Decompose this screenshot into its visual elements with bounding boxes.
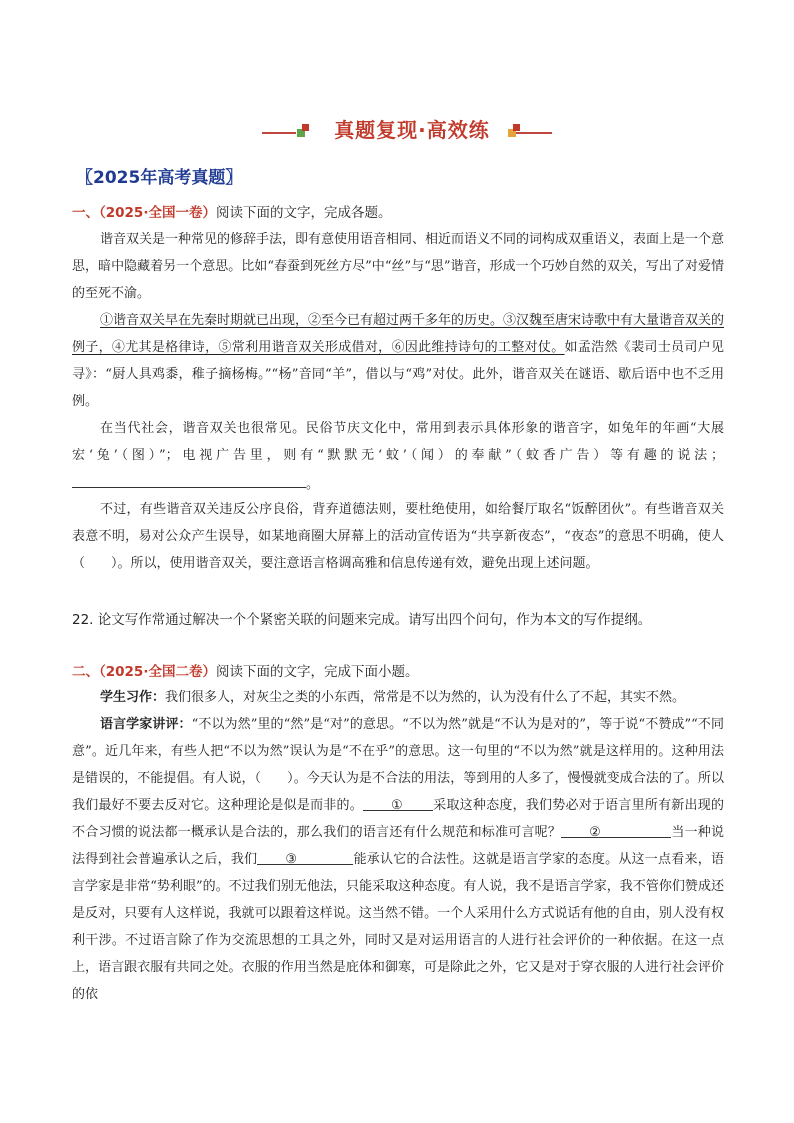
q1-paragraph-4: 不过，有些谐音双关违反公序良俗，背弃道德法则，要杜绝使用，如给餐厅取名“饭醉团伙”。有些谐音双关表意不明，易对公众产生误导，如某地商圈大屏幕上的活动宣传语为“共享新夜态”，“夜态”的意思不明确，使人（ ）。所以，使用谐音双关，要注意语言格调高雅和信息传递有效，避免出现上述问题。 bbox=[72, 502, 724, 571]
student-essay bbox=[72, 684, 724, 711]
linguist-text-4: 能承认它的合法性。这就是语言学家的态度。从这一点看来，语言学家是非常“势利眼”的。不过我们别无他法，只能采取这种态度。有人说，我不是语言学家，我不管你们赞成还是反对，只要有人这样说，我就可以跟着这样说。这当然不错。一个人采用什么方式说话有他的自由，别人没有权利干涉。不过语言除了作为交流思想的工具之外，同时又是对运用语言的人进行社会评价的一种依据。在这一点上，语言跟衣服有共同之处。衣服的作用当然是庇体和御寒，可是除此之外，它又是对于穿衣服的人进行社会评价的依 bbox=[72, 852, 724, 1002]
banner-square-icon bbox=[302, 124, 309, 131]
q1-paragraph-1: 谐音双关是一种常见的修辞手法，即有意使用语音相同、相近而语义不同的词构成双重语义，表面上是一个意思，暗中隐藏着另一个意思。比如“春蚕到死丝方尽”中“丝”与“思”谐音，形成一个巧妙自然的双关，写出了对爱情的至死不渝。 bbox=[72, 232, 725, 301]
student-essay-label: 学生习作： bbox=[100, 690, 166, 705]
linguist-text-1: “不以为然”里的“然”是“对”的意思。“不以为然”就是“不认为是对的”，等于说“不赞成”“不同意”。近几年来，有些人把“不以为然”误认为是“不在乎”的意思。这一句里的“不以为然”就是这样用的。这种用法是错误的，不能提倡。有人说，（ ）。今天认为是不合法的用法，等到用的人多了，慢慢就变成合法的了。所以我们最好不要去反对它。这种理论是似是而非的。 bbox=[72, 717, 724, 813]
question-source: （2025·全国二卷） bbox=[99, 664, 216, 680]
linguist-text-3: 当一种说法得到社会普遍承认之后，我们 bbox=[72, 825, 724, 867]
question-22: 22. 论文写作常通过解决一个个紧密关联的问题来完成。请写出四个问句，作为本文的写作提纲。 bbox=[72, 612, 652, 628]
answer-blank-2[interactable]: ② bbox=[561, 819, 671, 838]
section-heading: 〖2025年高考真题〗 bbox=[76, 168, 243, 188]
banner-rule-right bbox=[516, 132, 552, 134]
student-essay-text: 我们很多人，对灰尘之类的小东西，常常是不以为然的，认为没有什么了不起，其实不然。 bbox=[165, 690, 686, 705]
answer-blank[interactable] bbox=[72, 469, 306, 488]
linguist-commentary bbox=[72, 711, 724, 1008]
q1-paragraph-3 bbox=[72, 415, 724, 498]
page-banner bbox=[0, 112, 794, 148]
q1-paragraph-3-text: 在当代社会，谐音双关也很常见。民俗节庆文化中，常用到表示具体形象的谐音字，如兔年的年画“大展宏‘兔’（图）”；电视广告里，则有“默默无‘蚊’（闻）的奉献”（蚊香广告）等有趣的说法； bbox=[72, 421, 724, 463]
banner-square-icon bbox=[513, 124, 520, 131]
question-instruction: 阅读下面的文字，完成下面小题。 bbox=[215, 664, 419, 680]
banner-rule-left bbox=[262, 132, 296, 134]
question-number: 二、 bbox=[72, 664, 99, 680]
question-number: 一、 bbox=[72, 205, 99, 221]
q1-paragraph-2-rest: 如孟浩然《裴司士员司户见寻》：“厨人具鸡黍，稚子摘杨梅。”“杨”音同“羊”，借以与“鸡”对仗。此外，谐音双关在谜语、歇后语中也不乏用例。 bbox=[72, 340, 724, 409]
question-instruction: 阅读下面的文字，完成各题。 bbox=[215, 205, 392, 221]
q1-paragraph-3-end: 。 bbox=[306, 477, 320, 492]
question-1-header bbox=[72, 201, 391, 221]
question-source: （2025·全国一卷） bbox=[99, 205, 216, 221]
linguist-text-2: 采取这种态度，我们势必对于语言里所有新出现的不合习惯的说法都一概承认是合法的，那么我们的语言还有什么规范和标准可言呢？ bbox=[72, 798, 724, 840]
linguist-commentary-label: 语言学家讲评： bbox=[100, 717, 192, 732]
question-2-header bbox=[72, 660, 418, 680]
q1-paragraph-2 bbox=[72, 307, 724, 415]
banner-title: 真题复现·高效练 bbox=[334, 118, 490, 142]
answer-blank-1[interactable]: ① bbox=[363, 792, 433, 811]
q1-underlined-sentences: ①谐音双关早在先秦时期就已出现，②至今已有超过两千多年的历史。③汉魏至唐宋诗歌中有大量谐音双关的例子，④尤其是格律诗，⑤常利用谐音双关形成借对，⑥因此维持诗句的工整对仗。 bbox=[72, 313, 725, 355]
answer-blank-3[interactable]: ③ bbox=[257, 846, 353, 865]
